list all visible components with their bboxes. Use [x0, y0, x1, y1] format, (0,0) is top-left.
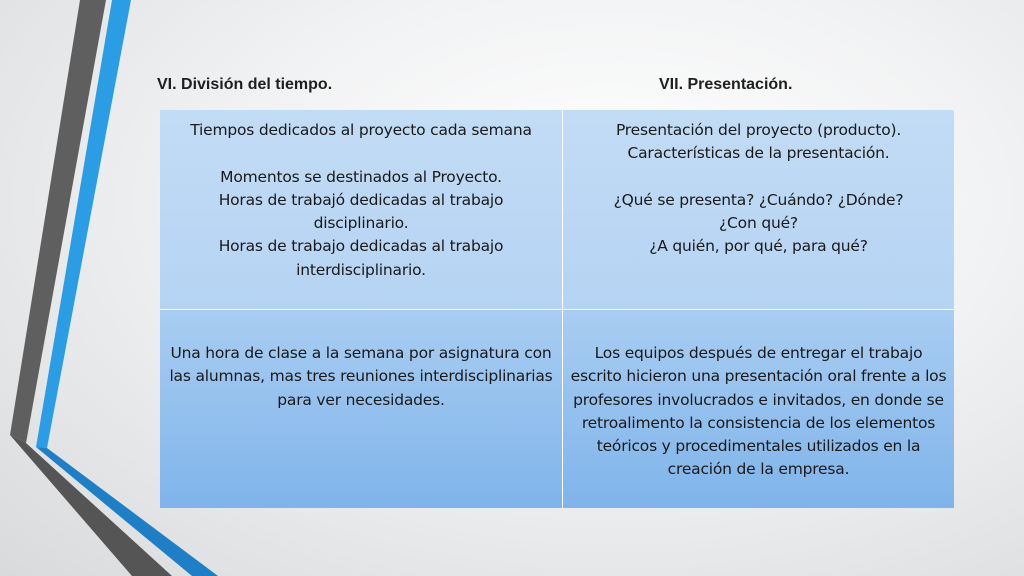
table-cell-class-hours	[160, 310, 563, 508]
cell-line: Horas de trabajo dedicadas al trabajo interdisciplinario.	[218, 237, 504, 279]
table-cell-time-dedicated	[160, 110, 563, 310]
cell-line: Horas de trabajó dedicadas al trabajo disciplinario.	[218, 190, 504, 233]
content-table	[160, 110, 954, 508]
section-heading-presentation: VII. Presentación.	[659, 76, 793, 93]
table-cell-presentation-product	[563, 110, 954, 310]
section-heading-time-division: VI. División del tiempo.	[157, 76, 333, 93]
cell-line: ¿A quién, por qué, para qué?	[649, 237, 868, 256]
cell-title: Tiempos dedicados al proyecto cada semana	[190, 121, 532, 139]
cell-line: Características de la presentación.	[627, 144, 890, 163]
cell-line: ¿Qué se presenta? ¿Cuándo? ¿Dónde? ¿Con qué?	[613, 190, 904, 233]
cell-text: Una hora de clase a la semana por asignatura con las alumnas, mas tres reuniones interdisciplinarias para ver necesidades.	[169, 344, 553, 409]
dark-gray-lower-stripe	[10, 435, 172, 576]
cell-text: Los equipos después de entregar el trabajo escrito hicieron una presentación oral frente a los profesores involucrados e invitados, en donde se retroalimento la consistencia de los elementos teóricos y procedimentales utilizados en la creación de la empresa.	[570, 344, 947, 479]
cell-line: Momentos se destinados al Proyecto.	[220, 167, 502, 186]
table-cell-team-presentation	[563, 310, 954, 508]
cell-line: Presentación del proyecto (producto).	[615, 121, 902, 139]
